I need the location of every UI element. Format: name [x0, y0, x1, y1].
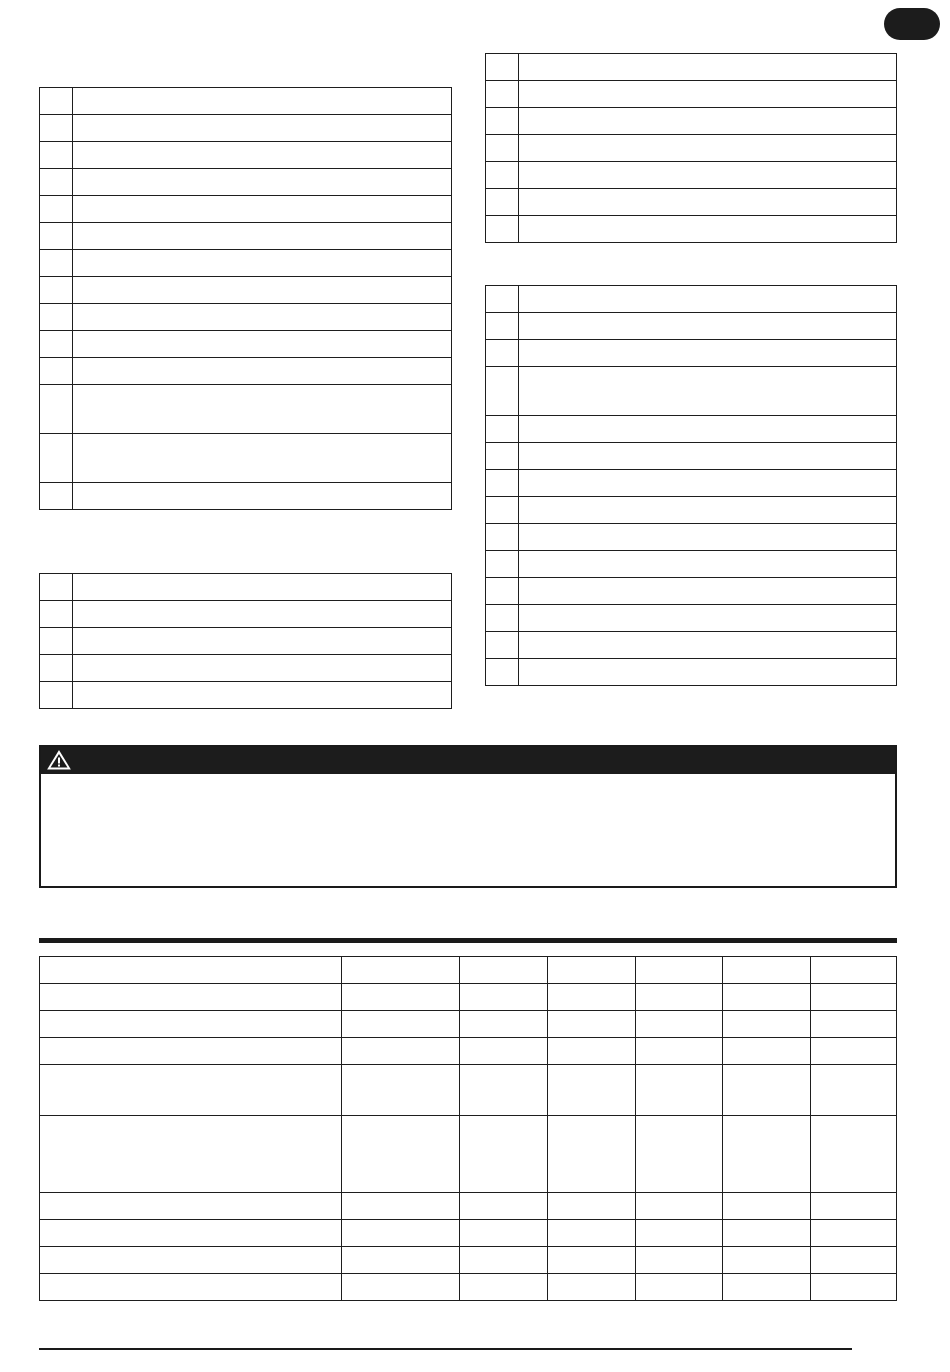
- spec-row: [40, 1038, 897, 1065]
- legend-text-cell: [519, 551, 897, 578]
- spec-value-cell: [548, 1116, 636, 1193]
- legend-text-cell: [73, 142, 452, 169]
- legend-text-cell: [519, 367, 897, 416]
- legend-row: [40, 115, 452, 142]
- legend-text-cell: [519, 632, 897, 659]
- legend-number-cell: [486, 497, 519, 524]
- spec-value-cell: [342, 1011, 460, 1038]
- legend-text-cell: [73, 358, 452, 385]
- spec-value-cell: [636, 1193, 723, 1220]
- spec-value-cell: [723, 1274, 811, 1301]
- legend-row: [486, 135, 897, 162]
- spec-label-cell: [40, 1193, 342, 1220]
- legend-text-cell: [519, 524, 897, 551]
- legend-row: [486, 108, 897, 135]
- legend-text-cell: [519, 189, 897, 216]
- legend-text-cell: [519, 605, 897, 632]
- legend-text-cell: [73, 331, 452, 358]
- footer-rule: [39, 1348, 852, 1350]
- spec-value-cell: [811, 1247, 897, 1274]
- legend-number-cell: [486, 54, 519, 81]
- legend-number-cell: [40, 574, 73, 601]
- legend-row: [40, 385, 452, 434]
- legend-row: [486, 659, 897, 686]
- legend-number-cell: [486, 551, 519, 578]
- legend-number-cell: [40, 331, 73, 358]
- legend-number-cell: [486, 81, 519, 108]
- spec-value-cell: [811, 1011, 897, 1038]
- language-badge: [884, 8, 940, 40]
- spec-value-cell: [636, 1247, 723, 1274]
- legend-number-cell: [486, 605, 519, 632]
- legend-number-cell: [486, 416, 519, 443]
- spec-row: [40, 984, 897, 1011]
- legend-row: [40, 682, 452, 709]
- legend-table-left-main: [39, 87, 452, 510]
- legend-number-cell: [486, 443, 519, 470]
- legend-row: [486, 632, 897, 659]
- legend-text-cell: [73, 574, 452, 601]
- spec-value-cell: [811, 1274, 897, 1301]
- warning-box: [39, 745, 897, 888]
- legend-number-cell: [486, 313, 519, 340]
- spec-label-cell: [40, 1011, 342, 1038]
- spec-value-cell: [548, 1274, 636, 1301]
- legend-row: [486, 551, 897, 578]
- legend-row: [486, 81, 897, 108]
- spec-value-cell: [460, 1193, 548, 1220]
- spec-row: [40, 1065, 897, 1116]
- legend-row: [40, 277, 452, 304]
- legend-text-cell: [519, 313, 897, 340]
- spec-label-cell: [40, 1038, 342, 1065]
- legend-text-cell: [73, 250, 452, 277]
- legend-row: [40, 655, 452, 682]
- legend-text-cell: [73, 304, 452, 331]
- legend-text-cell: [519, 216, 897, 243]
- legend-number-cell: [40, 434, 73, 483]
- legend-text-cell: [73, 601, 452, 628]
- legend-number-cell: [40, 169, 73, 196]
- legend-text-cell: [73, 115, 452, 142]
- legend-number-cell: [486, 367, 519, 416]
- legend-text-cell: [519, 578, 897, 605]
- legend-text-cell: [519, 135, 897, 162]
- legend-text-cell: [519, 340, 897, 367]
- legend-row: [40, 88, 452, 115]
- spec-value-cell: [811, 1193, 897, 1220]
- legend-row: [40, 483, 452, 510]
- spec-value-cell: [460, 1116, 548, 1193]
- legend-text-cell: [73, 655, 452, 682]
- legend-row: [40, 142, 452, 169]
- legend-row: [486, 367, 897, 416]
- legend-number-cell: [40, 88, 73, 115]
- spec-value-cell: [811, 984, 897, 1011]
- spec-label-cell: [40, 1220, 342, 1247]
- legend-table-right-top: [485, 53, 897, 243]
- legend-row: [486, 497, 897, 524]
- spec-value-cell: [548, 1011, 636, 1038]
- spec-label-cell: [40, 1116, 342, 1193]
- legend-row: [486, 313, 897, 340]
- legend-text-cell: [73, 169, 452, 196]
- legend-text-cell: [519, 659, 897, 686]
- spec-value-cell: [460, 984, 548, 1011]
- legend-row: [486, 416, 897, 443]
- spec-value-cell: [723, 1193, 811, 1220]
- legend-row: [40, 628, 452, 655]
- spec-value-cell: [723, 1220, 811, 1247]
- spec-row: [40, 1220, 897, 1247]
- legend-number-cell: [40, 628, 73, 655]
- legend-text-cell: [519, 54, 897, 81]
- spec-value-cell: [548, 984, 636, 1011]
- legend-number-cell: [40, 115, 73, 142]
- legend-row: [486, 524, 897, 551]
- spec-value-cell: [811, 957, 897, 984]
- spec-value-cell: [636, 957, 723, 984]
- spec-label-cell: [40, 1247, 342, 1274]
- legend-number-cell: [40, 142, 73, 169]
- legend-number-cell: [40, 601, 73, 628]
- legend-row: [486, 470, 897, 497]
- legend-text-cell: [73, 483, 452, 510]
- legend-row: [486, 605, 897, 632]
- legend-text-cell: [73, 434, 452, 483]
- legend-text-cell: [519, 416, 897, 443]
- spec-value-cell: [636, 1065, 723, 1116]
- spec-value-cell: [723, 1116, 811, 1193]
- spec-value-cell: [723, 1011, 811, 1038]
- legend-table-left-small: [39, 573, 452, 709]
- legend-row: [486, 578, 897, 605]
- spec-value-cell: [811, 1038, 897, 1065]
- spec-value-cell: [548, 1220, 636, 1247]
- legend-text-cell: [73, 223, 452, 250]
- spec-row: [40, 1193, 897, 1220]
- legend-row: [40, 601, 452, 628]
- section-divider: [39, 938, 897, 943]
- spec-value-cell: [460, 1274, 548, 1301]
- legend-number-cell: [40, 682, 73, 709]
- spec-value-cell: [342, 1274, 460, 1301]
- legend-number-cell: [486, 286, 519, 313]
- legend-text-cell: [73, 277, 452, 304]
- spec-value-cell: [460, 957, 548, 984]
- spec-value-cell: [636, 1011, 723, 1038]
- legend-number-cell: [486, 340, 519, 367]
- spec-value-cell: [460, 1011, 548, 1038]
- legend-text-cell: [519, 497, 897, 524]
- spec-value-cell: [460, 1038, 548, 1065]
- spec-label-cell: [40, 957, 342, 984]
- spec-value-cell: [342, 1247, 460, 1274]
- spec-value-cell: [636, 1116, 723, 1193]
- legend-text-cell: [519, 470, 897, 497]
- legend-text-cell: [519, 108, 897, 135]
- spec-label-cell: [40, 1065, 342, 1116]
- legend-number-cell: [40, 223, 73, 250]
- legend-number-cell: [40, 655, 73, 682]
- legend-text-cell: [519, 81, 897, 108]
- spec-value-cell: [548, 1193, 636, 1220]
- legend-row: [40, 434, 452, 483]
- legend-row: [486, 54, 897, 81]
- spec-value-cell: [460, 1065, 548, 1116]
- spec-value-cell: [811, 1116, 897, 1193]
- spec-value-cell: [342, 984, 460, 1011]
- legend-number-cell: [486, 135, 519, 162]
- legend-row: [486, 340, 897, 367]
- legend-number-cell: [486, 470, 519, 497]
- legend-text-cell: [519, 286, 897, 313]
- spec-value-cell: [723, 984, 811, 1011]
- legend-number-cell: [486, 189, 519, 216]
- spec-value-cell: [342, 1038, 460, 1065]
- spec-label-cell: [40, 1274, 342, 1301]
- spec-value-cell: [342, 1116, 460, 1193]
- spec-row: [40, 957, 897, 984]
- legend-row: [40, 196, 452, 223]
- spec-label-cell: [40, 984, 342, 1011]
- legend-row: [486, 286, 897, 313]
- legend-text-cell: [519, 443, 897, 470]
- legend-number-cell: [40, 358, 73, 385]
- spec-value-cell: [811, 1220, 897, 1247]
- spec-value-cell: [636, 1274, 723, 1301]
- spec-value-cell: [548, 1065, 636, 1116]
- legend-text-cell: [73, 682, 452, 709]
- legend-number-cell: [40, 304, 73, 331]
- legend-number-cell: [40, 196, 73, 223]
- spec-row: [40, 1247, 897, 1274]
- legend-text-cell: [73, 196, 452, 223]
- spec-value-cell: [548, 1247, 636, 1274]
- spec-table: [39, 956, 897, 1301]
- spec-value-cell: [548, 1038, 636, 1065]
- legend-number-cell: [486, 632, 519, 659]
- spec-value-cell: [342, 1220, 460, 1247]
- legend-row: [40, 358, 452, 385]
- legend-row: [40, 223, 452, 250]
- legend-text-cell: [519, 162, 897, 189]
- legend-text-cell: [73, 88, 452, 115]
- legend-row: [40, 304, 452, 331]
- spec-value-cell: [723, 1065, 811, 1116]
- spec-row: [40, 1274, 897, 1301]
- legend-number-cell: [40, 483, 73, 510]
- legend-row: [40, 169, 452, 196]
- legend-number-cell: [486, 108, 519, 135]
- legend-text-cell: [73, 385, 452, 434]
- spec-value-cell: [723, 1247, 811, 1274]
- legend-number-cell: [40, 277, 73, 304]
- legend-row: [40, 574, 452, 601]
- spec-value-cell: [636, 1038, 723, 1065]
- legend-text-cell: [73, 628, 452, 655]
- spec-value-cell: [342, 1065, 460, 1116]
- spec-value-cell: [723, 1038, 811, 1065]
- legend-number-cell: [486, 162, 519, 189]
- legend-row: [486, 189, 897, 216]
- spec-value-cell: [460, 1220, 548, 1247]
- spec-value-cell: [723, 957, 811, 984]
- legend-row: [486, 162, 897, 189]
- warning-triangle-icon: [46, 749, 72, 771]
- legend-row: [486, 216, 897, 243]
- spec-row: [40, 1116, 897, 1193]
- warning-header-bar: [41, 747, 895, 774]
- spec-value-cell: [636, 984, 723, 1011]
- spec-value-cell: [460, 1247, 548, 1274]
- legend-number-cell: [40, 385, 73, 434]
- spec-value-cell: [636, 1220, 723, 1247]
- spec-value-cell: [342, 957, 460, 984]
- spec-value-cell: [342, 1193, 460, 1220]
- legend-number-cell: [486, 216, 519, 243]
- spec-row: [40, 1011, 897, 1038]
- spec-value-cell: [548, 957, 636, 984]
- legend-row: [40, 250, 452, 277]
- legend-row: [40, 331, 452, 358]
- spec-value-cell: [811, 1065, 897, 1116]
- legend-number-cell: [486, 524, 519, 551]
- legend-row: [486, 443, 897, 470]
- legend-number-cell: [486, 578, 519, 605]
- legend-number-cell: [40, 250, 73, 277]
- legend-table-right-main: [485, 285, 897, 686]
- legend-number-cell: [486, 659, 519, 686]
